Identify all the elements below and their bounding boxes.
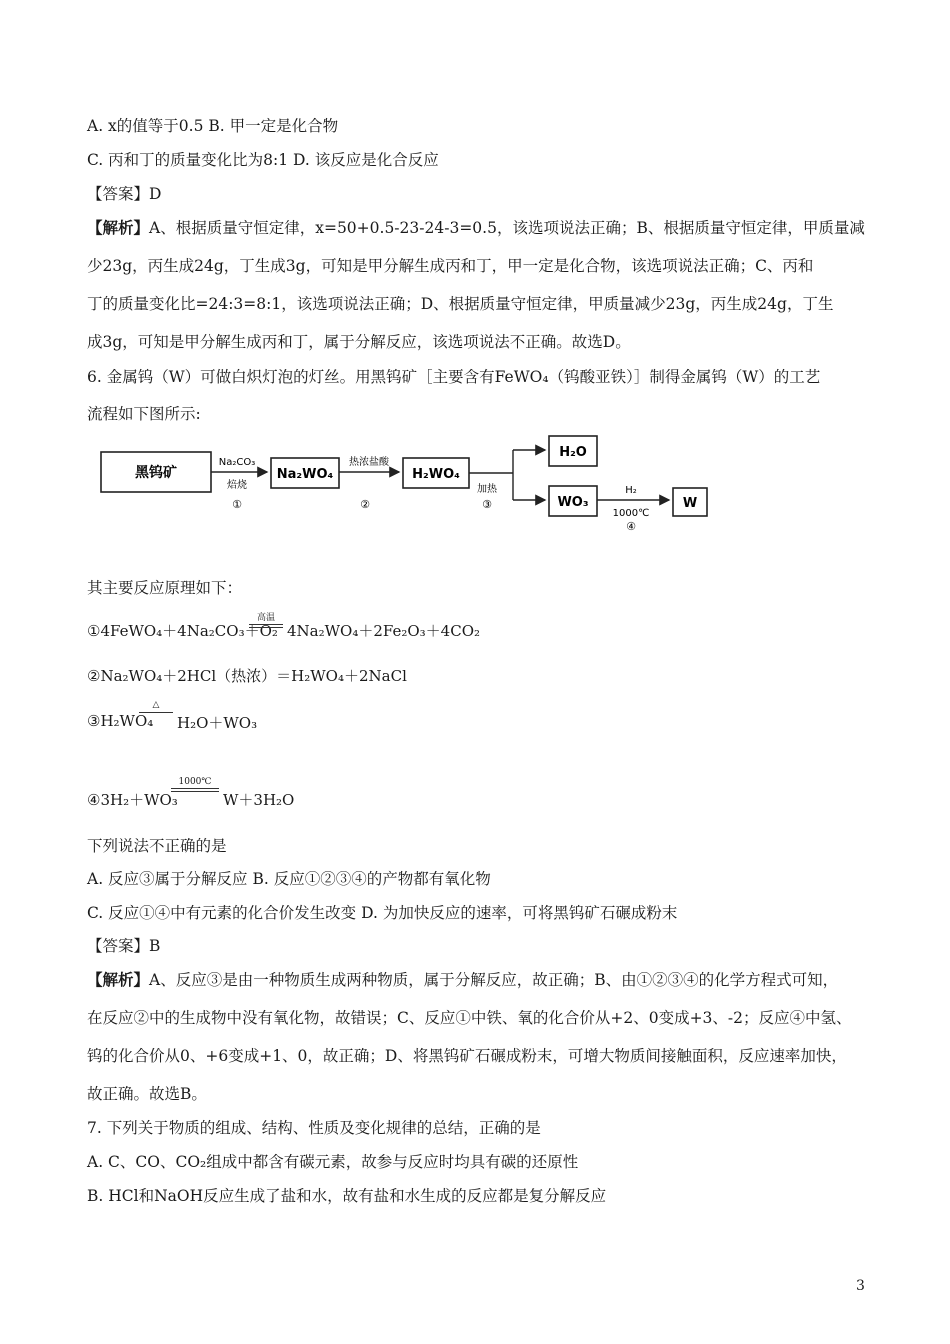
flow-step-3: ③ bbox=[482, 498, 492, 511]
eq4-products: W＋3H₂O bbox=[223, 791, 295, 809]
q6-stem-2: 流程如下图所示: bbox=[87, 405, 201, 423]
flow-arrow-2-reagent: 热浓盐酸 bbox=[349, 457, 389, 468]
q6-analysis-1 bbox=[87, 970, 838, 990]
q6-analysis-2: 在反应②中的生成物中没有氧化物，故错误；C、反应①中铁、氧的化合价从+2、0变成+3、-2；反应④中氢、 bbox=[87, 1009, 852, 1027]
q5-options-cd: C. 丙和丁的质量变化比为8:1 D. 该反应是化合反应 bbox=[87, 151, 439, 169]
q5-answer: 【答案】D bbox=[87, 185, 162, 203]
q6-equation-1 bbox=[87, 613, 587, 644]
q7-stem: 7. 下列关于物质的组成、结构、性质及变化规律的总结，正确的是 bbox=[87, 1119, 541, 1137]
eq1-condition bbox=[249, 610, 283, 628]
eq3-condition-text: △ bbox=[152, 700, 160, 710]
analysis-text: A、根据质量守恒定律，x=50+0.5-23-24-3=0.5，该选项说法正确；B、根据质量守恒定律，甲质量减 bbox=[149, 219, 865, 237]
q5-options-ab: A. x的值等于0.5 B. 甲一定是化合物 bbox=[87, 117, 339, 135]
eq1-condition-text: 高温 bbox=[256, 613, 275, 623]
eq3-equals-sign bbox=[139, 712, 173, 714]
eq3-products: H₂O＋WO₃ bbox=[177, 714, 258, 732]
flow-box-wolframite-label: 黑钨矿 bbox=[135, 465, 177, 481]
process-flow-diagram bbox=[95, 428, 715, 540]
flow-box-w-label: W bbox=[682, 496, 698, 511]
eq1-products: 4Na₂WO₄＋2Fe₂O₃＋4CO₂ bbox=[287, 622, 481, 640]
flow-box-h2wo4-label: H₂WO₄ bbox=[412, 467, 460, 482]
q7-option-b: B. HCl和NaOH反应生成了盐和水，故有盐和水生成的反应都是复分解反应 bbox=[87, 1187, 607, 1205]
eq4-equals-sign bbox=[171, 788, 219, 792]
flow-arrow-4-condition: 1000℃ bbox=[612, 508, 650, 519]
eq4-condition bbox=[171, 777, 219, 792]
q5-analysis-2: 少23g，丙生成24g，丁生成3g，可知是甲分解生成丙和丁，甲一定是化合物，该选项说法正确；C、丙和 bbox=[87, 257, 814, 275]
eq3-condition bbox=[139, 700, 173, 714]
q6-stem-1: 6. 金属钨（W）可做白炽灯泡的灯丝。用黑钨矿［主要含有FeWO₄（钨酸亚铁）］制得金属钨（W）的工艺 bbox=[87, 368, 821, 386]
q6-equation-4 bbox=[87, 777, 387, 813]
eq3-reactants: ③H₂WO₄ bbox=[87, 712, 154, 730]
page-number: 3 bbox=[856, 1278, 865, 1294]
flow-arrow-4-reagent: H₂ bbox=[625, 485, 637, 496]
analysis-text: A、反应③是由一种物质生成两种物质，属于分解反应，故正确；B、由①②③④的化学方程式可知， bbox=[149, 971, 839, 989]
q7-option-a: A. C、CO、CO₂组成中都含有碳元素，故参与反应时均具有碳的还原性 bbox=[87, 1153, 579, 1171]
q6-answer: 【答案】B bbox=[87, 937, 161, 955]
flow-step-4: ④ bbox=[626, 520, 636, 533]
q6-equation-2: ②Na₂WO₄＋2HCl（热浓）＝H₂WO₄＋2NaCl bbox=[87, 667, 407, 685]
q5-analysis-4: 成3g，可知是甲分解生成丙和丁，属于分解反应，该选项说法不正确。故选D。 bbox=[87, 333, 631, 351]
flow-arrow-3-condition: 加热 bbox=[477, 484, 497, 495]
flow-box-h2o-label: H₂O bbox=[559, 445, 587, 460]
eq4-condition-text: 1000℃ bbox=[178, 777, 212, 787]
q6-options-ab: A. 反应③属于分解反应 B. 反应①②③④的产物都有氧化物 bbox=[87, 870, 491, 888]
q6-analysis-4: 故正确。故选B。 bbox=[87, 1085, 207, 1103]
q5-analysis-3: 丁的质量变化比=24:3=8:1，该选项说法正确；D、根据质量守恒定律，甲质量减少23g，丙生成24g，丁生 bbox=[87, 295, 834, 313]
eq1-reactants: ①4FeWO₄＋4Na₂CO₃＋O₂ bbox=[87, 622, 278, 640]
flow-box-wo3-label: WO₃ bbox=[557, 495, 589, 510]
analysis-label: 【解析】 bbox=[87, 218, 150, 237]
q6-equation-3 bbox=[87, 700, 387, 736]
flow-arrow-1-condition: 焙烧 bbox=[227, 480, 247, 491]
q6-options-cd: C. 反应①④中有元素的化合价发生改变 D. 为加快反应的速率，可将黑钨矿石碾成粉末 bbox=[87, 904, 678, 922]
eq4-reactants: ④3H₂＋WO₃ bbox=[87, 791, 178, 809]
q5-analysis-1 bbox=[87, 218, 865, 238]
q6-analysis-3: 钨的化合价从0、+6变成+1、0，故正确；D、将黑钨矿石碾成粉末，可增大物质间接触面积，反应速率加快， bbox=[87, 1047, 847, 1065]
flow-step-1: ① bbox=[232, 498, 242, 511]
flow-step-2: ② bbox=[360, 498, 370, 511]
flow-box-na2wo4-label: Na₂WO₄ bbox=[276, 467, 334, 482]
q6-principle-intro: 其主要反应原理如下： bbox=[87, 579, 243, 597]
analysis-label: 【解析】 bbox=[87, 970, 150, 989]
eq1-equals-sign bbox=[249, 624, 283, 628]
flow-arrow-1-reagent: Na₂CO₃ bbox=[218, 457, 256, 468]
q6-question: 下列说法不正确的是 bbox=[87, 837, 227, 855]
